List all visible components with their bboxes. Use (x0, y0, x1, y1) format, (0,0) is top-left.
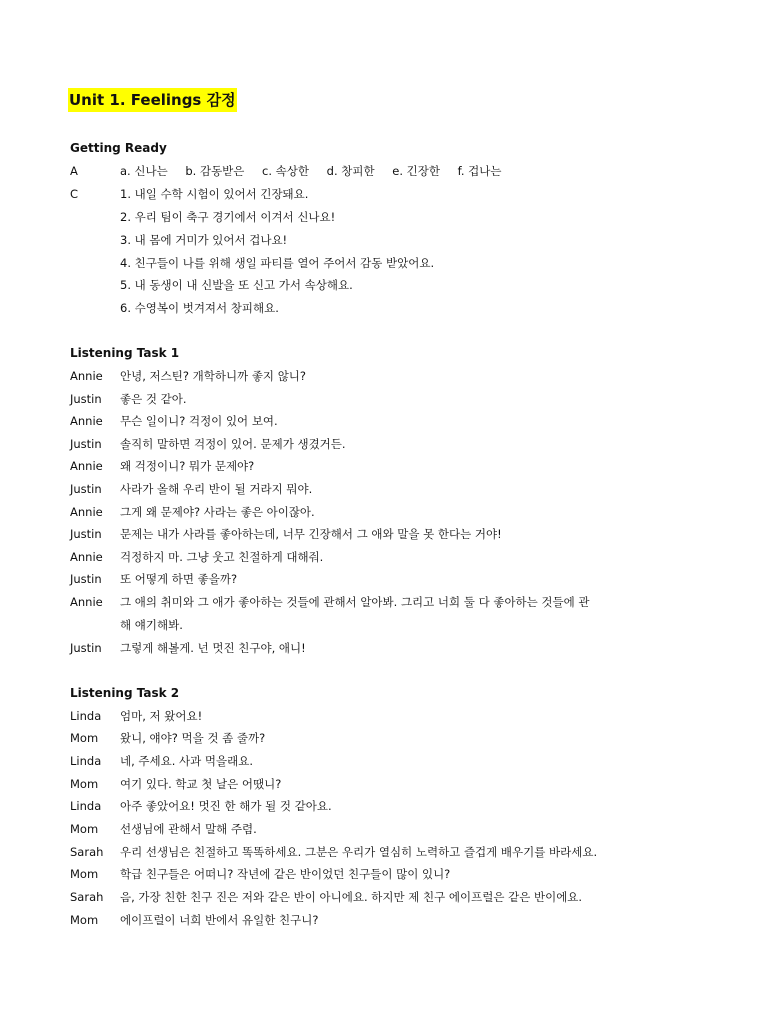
line-text: 왔니, 얘야? 먹을 것 좀 줄까? (120, 731, 266, 745)
line-text: 에이프럴이 너희 반에서 유일한 친구니? (120, 913, 319, 927)
listening-task-2-heading: Listening Task 2 (70, 686, 180, 700)
line-text: 좋은 것 같아. (120, 392, 187, 406)
line-text: 여기 있다. 학교 첫 날은 어땠니? (120, 777, 282, 791)
speaker: Linda (70, 799, 102, 813)
line-text: 문제는 내가 사라를 좋아하는데, 너무 긴장해서 그 애와 말을 못 한다는 거야! (120, 527, 502, 541)
speaker: Mom (70, 867, 99, 881)
unit-title: Unit 1. Feelings 감정 (68, 88, 237, 112)
line-text: 그게 왜 문제야? 사라는 좋은 아이잖아. (120, 505, 315, 519)
line-text: 안녕, 저스틴? 개학하니까 좋지 않니? (120, 369, 307, 383)
speaker: Justin (70, 392, 102, 406)
line-text: 네, 주세요. 사과 먹을래요. (120, 754, 254, 768)
line-text: 솔직히 말하면 걱정이 있어. 문제가 생겼거든. (120, 437, 346, 451)
line-text: 왜 걱정이니? 뭐가 문제야? (120, 459, 255, 473)
line-text: 그 애의 취미와 그 애가 좋아하는 것들에 관해서 알아봐. 그리고 너희 둘 다 좋아하는 것들에 관 (120, 595, 590, 609)
line-text: 선생님에 관해서 말해 주렴. (120, 822, 257, 836)
speaker: Sarah (70, 890, 104, 904)
speaker: Mom (70, 913, 99, 927)
speaker: Mom (70, 777, 99, 791)
section-c-label: C (70, 187, 79, 201)
speaker: Justin (70, 527, 102, 541)
line-text: 학급 친구들은 어떠니? 작년에 같은 반이었던 친구들이 많이 있니? (120, 867, 451, 881)
line-text: 또 어떻게 하면 좋을까? (120, 572, 238, 586)
line-text: 엄마, 저 왔어요! (120, 709, 203, 723)
speaker: Mom (70, 731, 99, 745)
c-item: 2. 우리 팀이 축구 경기에서 이겨서 신나요! (120, 210, 336, 224)
choice-f: f. 겁나는 (457, 164, 502, 178)
c-item: 3. 내 몸에 거미가 있어서 겁나요! (120, 233, 288, 247)
speaker: Justin (70, 482, 102, 496)
speaker: Mom (70, 822, 99, 836)
speaker: Annie (70, 505, 103, 519)
line-text: 우리 선생님은 친절하고 똑똑하세요. 그분은 우리가 열심히 노력하고 즐겁게 배우기를 바라세요. (120, 845, 598, 859)
speaker: Annie (70, 414, 103, 428)
speaker: Sarah (70, 845, 104, 859)
choice-a: a. 신나는 (120, 164, 168, 178)
line-text: 그렇게 해볼게. 넌 멋진 친구야, 애니! (120, 641, 306, 655)
c-item: 5. 내 동생이 내 신발을 또 신고 가서 속상해요. (120, 278, 353, 292)
speaker: Annie (70, 369, 103, 383)
line-text: 걱정하지 마. 그냥 웃고 친절하게 대해줘. (120, 550, 324, 564)
speaker: Annie (70, 550, 103, 564)
speaker: Justin (70, 572, 102, 586)
choice-b: b. 감동받은 (185, 164, 245, 178)
speaker: Linda (70, 709, 102, 723)
choice-c: c. 속상한 (262, 164, 310, 178)
c-item: 6. 수영복이 벗겨져서 창피해요. (120, 301, 279, 315)
getting-ready-heading: Getting Ready (70, 141, 167, 155)
line-text: 음, 가장 친한 친구 진은 저와 같은 반이 아니에요. 하지만 제 친구 에이프럴은 같은 반이에요. (120, 890, 583, 904)
listening-task-1-heading: Listening Task 1 (70, 346, 180, 360)
speaker: Annie (70, 459, 103, 473)
line-text: 무슨 일이니? 걱정이 있어 보여. (120, 414, 278, 428)
choice-e: e. 긴장한 (392, 164, 440, 178)
line-text: 아주 좋았어요! 멋진 한 해가 될 것 같아요. (120, 799, 332, 813)
line-text: 해 얘기해봐. (120, 618, 183, 632)
a-choices (120, 163, 516, 179)
speaker: Annie (70, 595, 103, 609)
section-a-label: A (70, 164, 78, 178)
speaker: Justin (70, 641, 102, 655)
line-text: 사라가 올해 우리 반이 될 거라지 뭐야. (120, 482, 313, 496)
c-item: 1. 내일 수학 시험이 있어서 긴장돼요. (120, 187, 309, 201)
speaker: Justin (70, 437, 102, 451)
speaker: Linda (70, 754, 102, 768)
choice-d: d. 창피한 (326, 164, 375, 178)
c-item: 4. 친구들이 나를 위해 생일 파티를 열어 주어서 감동 받았어요. (120, 256, 435, 270)
